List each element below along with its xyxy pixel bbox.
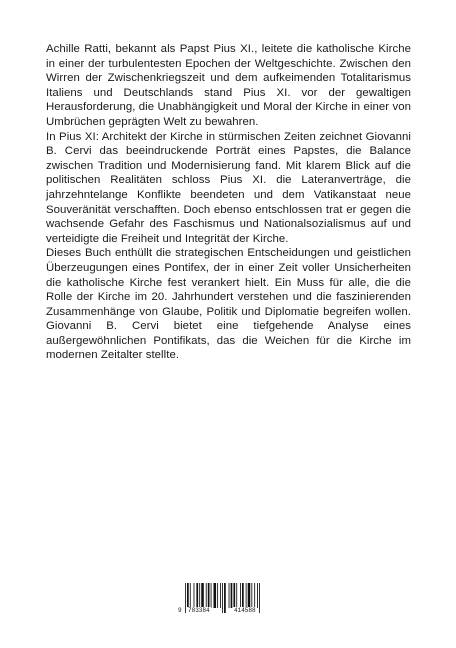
back-cover-text [46, 42, 411, 363]
paragraph-book-summary: In Pius XI: Architekt der Kirche in stürmischen Zeiten zeichnet Giovanni B. Cervi das beeindruckende Porträt eines Papstes, die Balance zwischen Tradition und Modernisierung fand. Mit klarem Blick auf die politischen Realitäten schloss Pius XI. die Lateranverträge, die jahrzehntelange Konflikte beendeten und dem Vatikanstaat neue Souveränität verschafften. Doch ebenso entschlossen trat er gegen die wachsende Gefahr des Faschismus und Nationalsozialismus auf und verteidigte die Freiheit und Integrität der Kirche. [46, 130, 411, 245]
paragraph-recommendation: Dieses Buch enthüllt die strategischen Entscheidungen und geistlichen Überzeugungen eines Pontifex, der in einer Zeit voller Unsicherheiten die katholische Kirche fest verankert hielt. Ein Muss für alle, die die Rolle der Kirche im 20. Jahrhundert verstehen und die faszinierenden Zusammenhänge von Glaube, Politik und Diplomatie begreifen wollen. Giovanni B. Cervi bietet eine tiefgehende Analyse eines außergewöhnlichen Pontifikats, das die Weichen für die Kirche im modernen Zeitalter stellte. [46, 247, 411, 362]
paragraph-intro: Achille Ratti, bekannt als Papst Pius XI., leitete die katholische Kirche in einer der turbulentesten Epochen der Weltgeschichte. Zwischen den Wirren der Zwischenkriegszeit und dem aufkeimenden Totalitarismus Italiens und Deutschlands stand Pius XI. vor der gewaltigen Herausforderung, die Unabhängigkeit und Moral der Kirche in einer von Umbrüchen geprägten Welt zu bewahren. [46, 43, 411, 128]
isbn-barcode [178, 583, 280, 617]
barcode-right-digits: 414588 [234, 607, 256, 614]
barcode-lead-digit: 9 [178, 607, 182, 614]
barcode-left-digits: 783384 [188, 607, 210, 614]
